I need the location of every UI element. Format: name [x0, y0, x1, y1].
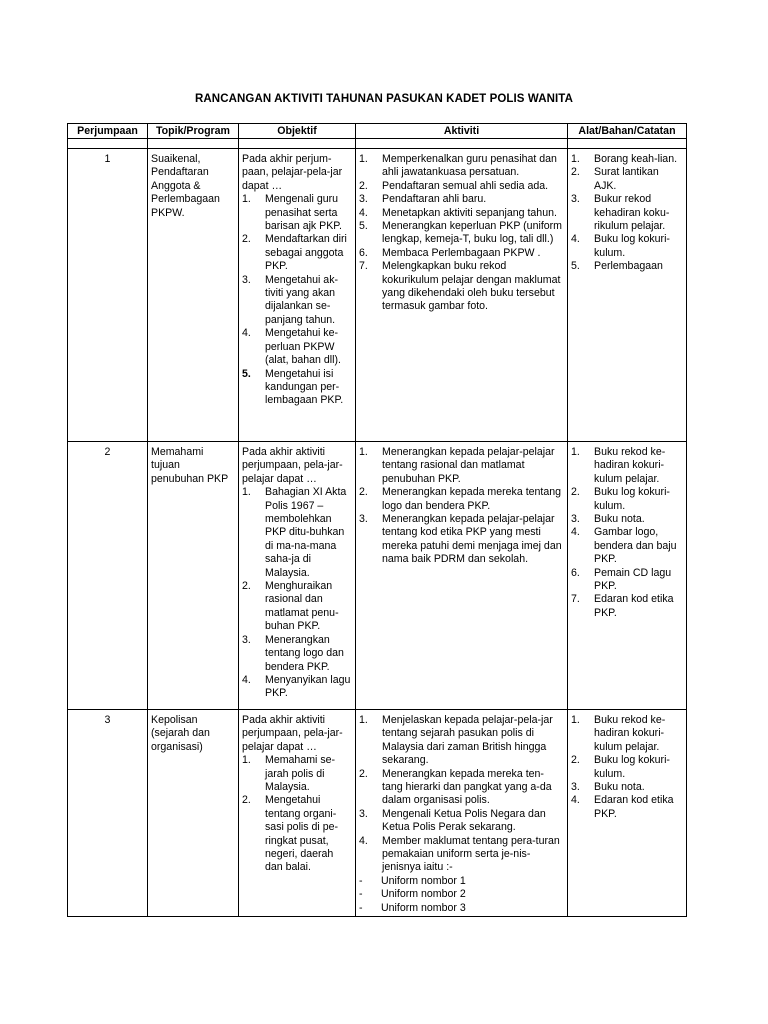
topic-cell: Kepolisan (sejarah dan organisasi): [148, 710, 239, 917]
list-item: 7. Melengkapkan buku rekod kokurikulum pelajar dengan maklumat yang dikehendaki oleh buku tersebut termasuk gambar foto.: [359, 260, 561, 313]
list-item: 1. Menjelaskan kepada pelajar-pela-jar tentang sejarah pasukan polis di Malaysia dari zaman British hingga sekarang.: [359, 714, 553, 767]
list-item: 2. Mengetahui tentang organi-sasi polis di pe-ringkat pusat, negeri, daerah dan balai.: [242, 794, 339, 874]
list-item: 7. Edaran kod etika PKP.: [571, 593, 674, 619]
activity-list: [359, 153, 564, 314]
list-item: 3. Mengetahui ak-tiviti yang akan dijalankan se-panjang tahun.: [242, 273, 339, 326]
header-topik: Topik/Program: [148, 124, 239, 139]
activity-cell: [356, 442, 568, 710]
list-item: 6. Pemain CD lagu PKP.: [571, 566, 672, 593]
materials-cell: [568, 149, 687, 442]
table-row: [68, 149, 687, 442]
list-item: 2. Menghuraikan rasional dan matlamat penu-buhan PKP.: [242, 580, 339, 633]
list-item: 3. Menerangkan tentang logo dan bendera PKP.: [242, 633, 344, 673]
list-item: 2. Mendaftarkan diri sebagai anggota PKP.: [242, 233, 347, 273]
objective-intro: Pada akhir aktiviti perjumpaan, pela-jar-pelajar dapat …: [242, 714, 343, 753]
list-item: 1. Mengenali guru penasihat serta barisan ajk PKP.: [242, 193, 342, 233]
uniform-list: [359, 875, 564, 915]
list-item: 3. Buku nota.: [571, 513, 645, 526]
activity-cell: [356, 710, 568, 917]
list-item: 3. Menerangkan kepada pelajar-pelajar tentang kod etika PKP yang mesti mereka patuhi demi menjaga imej dan nama baik PDRM dan sekolah.: [359, 513, 562, 566]
objective-list: [242, 754, 352, 875]
activity-list: [359, 446, 564, 567]
list-item: 4. Buku log kokuri-kulum.: [571, 233, 670, 259]
list-item: 1. Buku rekod ke-hadiran kokuri-kulum pelajar.: [571, 446, 666, 485]
header-alat: Alat/Bahan/Catatan: [568, 124, 687, 139]
table-header-row: [68, 124, 687, 139]
list-item: 5. Perlembagaan: [571, 260, 663, 273]
list-item: 1. Buku rekod ke-hadiran kokuri-kulum pelajar.: [571, 714, 666, 753]
activity-list: [359, 714, 564, 875]
list-item: 2. Buku log kokuri-kulum.: [571, 486, 670, 512]
meeting-number: 3: [68, 710, 148, 917]
table-row: [68, 710, 687, 917]
objective-cell: [239, 442, 356, 710]
topic-cell: Suaikenal, Pendaftaran Anggota & Perlembagaan PKPW.: [148, 149, 239, 442]
materials-list: [571, 714, 683, 821]
meeting-number: 1: [68, 149, 148, 442]
list-item: 1. Memperkenalkan guru penasihat dan ahli jawatankuasa persatuan.: [359, 153, 557, 179]
objective-list: [242, 193, 352, 408]
list-item: 1. Bahagian XI Akta Polis 1967 – membolehkan PKP ditu-buhkan di ma-na-mana saha-ja di Malaysia.: [242, 486, 347, 579]
materials-list: [571, 446, 683, 620]
list-item: 6. Membaca Perlembagaan PKPW .: [359, 246, 541, 259]
list-item: 4. Menetapkan aktiviti sepanjang tahun.: [359, 206, 557, 219]
list-item: 3. Pendaftaran ahli baru.: [359, 193, 487, 206]
list-item: 2. Menerangkan kepada mereka tentang logo dan bendera PKP.: [359, 486, 562, 512]
list-item: 3. Mengenali Ketua Polis Negara dan Ketua Polis Perak sekarang.: [359, 807, 546, 834]
header-objektif: Objektif: [239, 124, 356, 139]
list-item: 3. Buku nota.: [571, 781, 645, 794]
list-item: - Uniform nombor 2: [359, 888, 466, 901]
objective-intro: Pada akhir aktiviti perjumpaan, pela-jar-pelajar dapat …: [242, 446, 343, 485]
objective-cell: [239, 710, 356, 917]
objective-intro: Pada akhir perjum-paan, pelajar-pela-jar dapat …: [242, 153, 343, 192]
table-row: [68, 442, 687, 710]
list-item: 1. Menerangkan kepada pelajar-pelajar tentang rasional dan matlamat penubuhan PKP.: [359, 446, 555, 485]
activity-plan-table: [67, 123, 687, 917]
document-title: RANCANGAN AKTIVITI TAHUNAN PASUKAN KADET POLIS WANITA: [195, 93, 573, 105]
list-item: 2. Surat lantikan AJK.: [571, 166, 659, 192]
list-item: 4. Member maklumat tentang pera-turan pemakaian uniform serta je-nis-jenisnya iaitu :-: [359, 834, 560, 874]
list-item: 4. Mengetahui ke-perluan PKPW (alat, bahan dll).: [242, 327, 341, 367]
objective-cell: [239, 149, 356, 442]
list-item: 4. Gambar logo, bendera dan baju PKP.: [571, 526, 677, 566]
list-item: 4. Menyanyikan lagu PKP.: [242, 673, 351, 700]
list-item: 2. Pendaftaran semual ahli sedia ada.: [359, 179, 549, 192]
list-item: 2. Menerangkan kepada mereka ten-tang hierarki dan pangkat yang a-da dalam organisasi polis.: [359, 767, 552, 807]
materials-cell: [568, 710, 687, 917]
materials-list: [571, 153, 683, 274]
list-item: 2. Buku log kokuri-kulum.: [571, 754, 670, 780]
objective-list: [242, 486, 352, 701]
header-aktiviti: Aktiviti: [356, 124, 568, 139]
list-item: 3. Bukur rekod kehadiran koku-rikulum pelajar.: [571, 193, 670, 233]
list-item: 5. Mengetahui isi kandungan per-lembagaan PKP.: [242, 367, 344, 407]
list-item: - Uniform nombor 3: [359, 901, 466, 914]
topic-cell: Memahami tujuan penubuhan PKP: [148, 442, 239, 710]
activity-cell: [356, 149, 568, 442]
list-item: - Uniform nombor 1: [359, 874, 466, 887]
list-item: 5. Menerangkan keperluan PKP (uniform lengkap, kemeja-T, buku log, tali dll.): [359, 220, 563, 246]
spacer-row: [68, 139, 687, 149]
header-perjumpaan: Perjumpaan: [68, 124, 148, 139]
materials-cell: [568, 442, 687, 710]
list-item: 1. Borang keah-lian.: [571, 153, 678, 165]
list-item: 1. Memahami se-jarah polis di Malaysia.: [242, 754, 336, 794]
meeting-number: 2: [68, 442, 148, 710]
list-item: 4. Edaran kod etika PKP.: [571, 794, 674, 820]
